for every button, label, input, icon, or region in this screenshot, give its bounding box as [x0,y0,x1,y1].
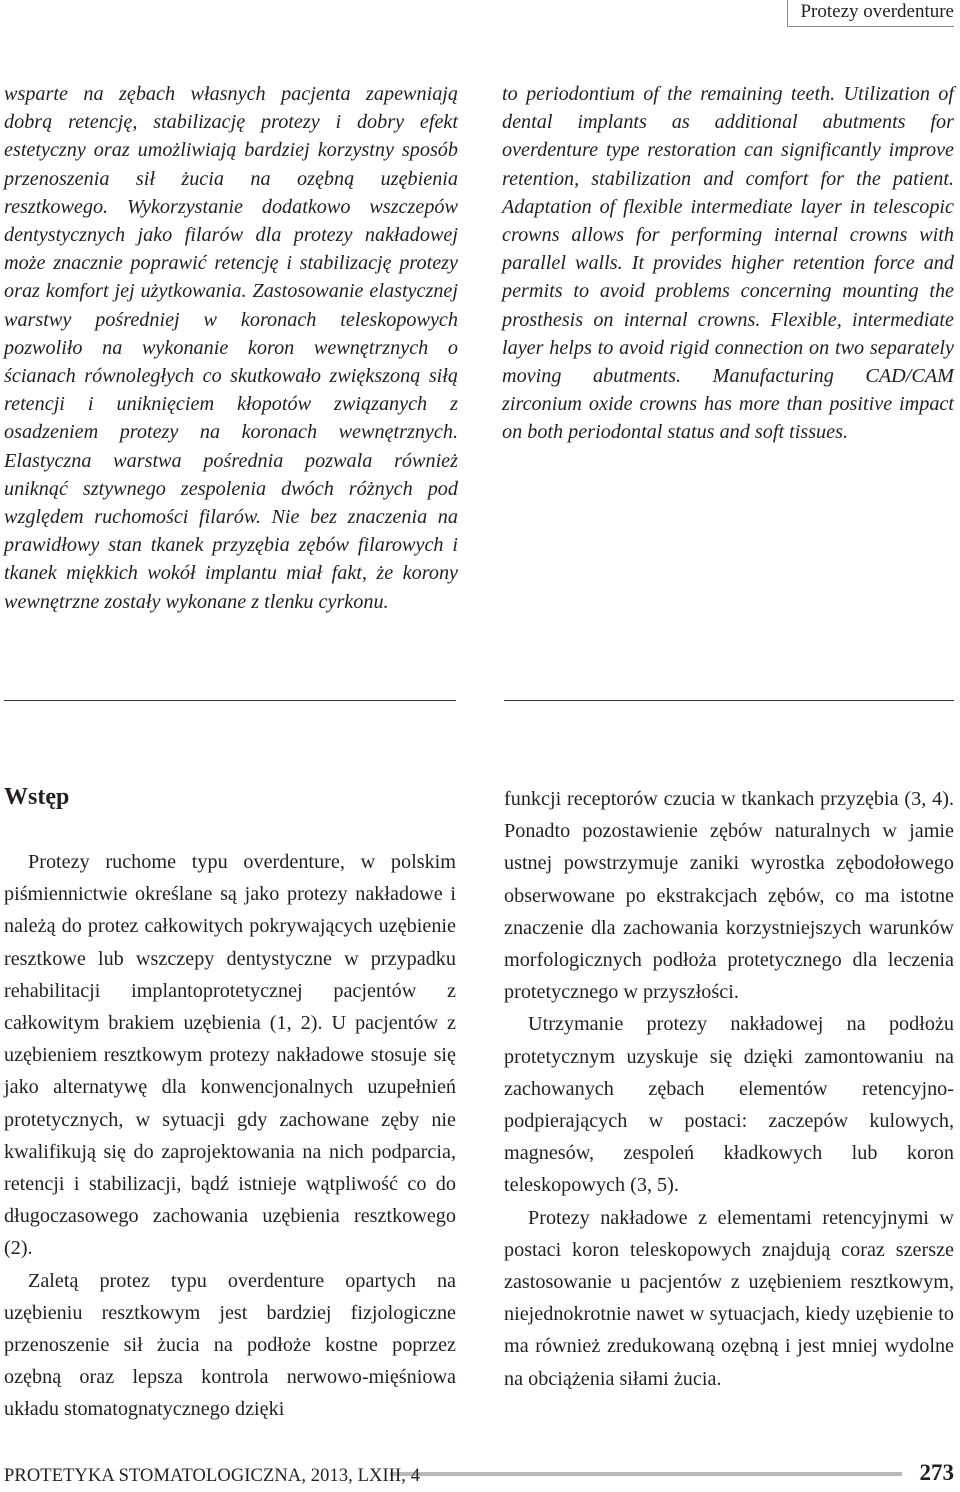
page-number: 273 [919,1460,954,1485]
footer-journal-name: PROTETYKA STOMATOLOGICZNA, 2013, LXIII, 4 [4,1466,421,1486]
section-heading: Wstęp [4,784,70,810]
body-paragraph: Protezy ruchome typu overdenture, w polskim piśmiennictwie określane są jako protezy nakładowe i należą do protez całkowitych pokrywających uzębienie resztkowe lub wszczepy dentystyczne w przypadku rehabilitacji implantoprotetycznej pacjentów z całkowitym brakiem uzębienia (1, 2). U pacjentów z uzębieniem resztkowym protezy nakładowe stosuje się jako alternatywę dla konwencjonalnych uzupełnień protetycznych, w sytuacji gdy zachowane zęby nie kwalifikują się do zaprojektowania na nich podparcia, retencji i stabilizacji, bądź istnieje wątpliwość co do długoczasowego zachowania uzębienia resztkowego (2). [4,851,456,1260]
abstract-english-text: to periodontium of the remaining teeth. Utilization of dental implants as additional abutments for overdenture type restoration can significantly improve retention, stabilization and comfort for the patient. Adaptation of flexible intermediate layer in telescopic crowns allows for performing internal crowns with parallel walls. It provides higher retention force and permits to avoid problems concerning mounting the prosthesis on internal crowns. Flexible, intermediate layer helps to avoid rigid connection on two separately moving abutments. Manufacturing CAD/CAM zirconium oxide crowns has more than positive impact on both periodontal status and soft tissues. [502,83,954,444]
body-column-left [4,846,456,1426]
body-paragraph: Protezy nakładowe z elementami retencyjnymi w postaci koron teleskopowych znajdują coraz szersze zastosowanie u pacjentów z uzębieniem resztkowym, niejednokrotnie nawet w sytuacjach, kiedy uzębienie to ma również zredukowaną ozębną i jest mniej wydolne na obciążenia siłami żucia. [504,1206,954,1390]
footer-rule [390,1472,902,1476]
abstract-polish-text: wsparte na zębach własnych pacjenta zapewniają dobrą retencję, stabilizację protezy i dobry efekt estetyczny oraz umożliwiają bardziej korzystny sposób przenoszenia sił żucia na ozębną uzębienia resztkowego. Wykorzystanie dodatkowo wszczepów dentystycznych jako filarów dla protezy nakładowej może znacznie poprawić retencję i stabilizację protezy oraz komfort jej użytkowania. Zastosowanie elastycznej warstwy pośredniej w koronach teleskopowych pozwoliło na wykonanie koron wewnętrznych o ścianach równoległych co skutkowało zwiększoną siłą retencji i uniknięciem kłopotów związanych z osadzeniem protezy na koronach wewnętrznych. Elastyczna warstwa pośrednia pozwala również uniknąć sztywnego zespolenia dwóch różnych pod względem ruchomości filarów. Nie bez znaczenia na prawidłowy stan tkanek przyzębia zębów filarowych i tkanek miękkich wokół implantu miał fakt, że korony wewnętrzne zostały wykonane z tlenku cyrkonu. [4,83,458,613]
abstract-divider-left [4,700,456,701]
abstract-divider-right [504,700,954,701]
body-column-right [504,783,954,1395]
body-paragraph: funkcji receptorów czucia w tkankach przyzębia (3, 4). Ponadto pozostawienie zębów naturalnych w jamie ustnej powstrzymuje zaniki wyrostka zębodołowego obserwowane po ekstrakcjach zębów, co ma istotne znaczenie dla zachowania korzystniejszych warunków morfologicznych podłoża protetycznego dla leczenia protetycznego w przyszłości. [504,788,954,1004]
body-paragraph: Zaletą protez typu overdenture opartych na uzębieniu resztkowym jest bardziej fizjologiczne przenoszenie sił żucia na podłoże kostne poprzez ozębną oraz lepsza kontrola nerwowo-mięśniowa układu stomatognatycznego dzięki [4,1269,456,1421]
running-header: Protezy overdenture [787,0,954,27]
body-paragraph: Utrzymanie protezy nakładowej na podłożu protetycznym uzyskuje się dzięki zamontowaniu na zachowanych zębach elementów retencyjno-podpierających w postaci: zaczepów kulowych, magnesów, zespoleń kładkowych lub koron teleskopowych (3, 5). [504,1013,954,1197]
